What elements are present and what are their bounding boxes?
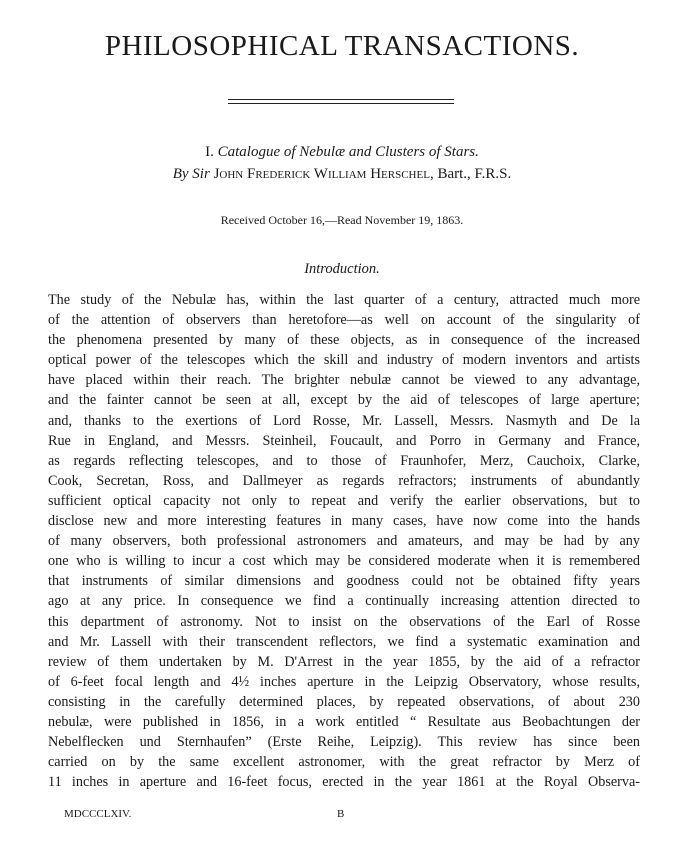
body-line: one who is willing to incur a cost which may be considered moderate when it is remembered xyxy=(48,553,640,570)
body-line: optical power of the telescopes which the skill and industry of modern inventors and artists xyxy=(48,352,640,369)
title-rule-upper xyxy=(228,99,454,100)
body-line: The study of the Nebulæ has, within the last quarter of a century, attracted much more xyxy=(48,292,640,308)
body-line: of 6-feet focal length and 4½ inches aperture in the Leipzig Observatory, whose results, xyxy=(48,673,640,690)
body-line: the phenomena presented by many of these objects, as in consequence of the increased xyxy=(48,332,640,349)
body-line: that instruments of similar dimensions and goodness could not be obtained fifty years xyxy=(48,573,640,590)
journal-title: PHILOSOPHICAL TRANSACTIONS. xyxy=(104,30,580,62)
body-line: nebulæ, were published in 1856, in a work entitled “ Resultate aus Beobachtungen der xyxy=(48,713,640,730)
body-line: carried on by the same excellent astronomer, with the great refractor by Merz of xyxy=(48,754,640,771)
body-line: consisting in the carefully determined places, by repeated observations, of about 230 xyxy=(48,693,640,710)
received-date: Received October 16,—Read November 19, 1863. xyxy=(220,213,464,227)
article-title-line xyxy=(0,144,684,161)
body-line: ago at any price. In consequence we find a continually increasing attention directed to xyxy=(48,593,640,610)
article-title: Catalogue of Nebulæ and Clusters of Stars. xyxy=(217,144,479,160)
body-line: 11 inches in aperture and 16-feet focus, erected in the year 1861 at the Royal Observa- xyxy=(48,774,640,791)
footer-signature: B xyxy=(337,808,345,820)
author-prefix: By Sir xyxy=(172,166,210,182)
body-line: Nebelflecken und Sternhaufen” (Erste Reihe, Leipzig). This review has since been xyxy=(48,734,640,751)
body-paragraph xyxy=(48,290,640,792)
section-heading: Introduction. xyxy=(304,261,380,277)
body-line: review of them undertaken by M. D'Arrest in the year 1855, by the aid of a refractor xyxy=(48,653,640,670)
body-line: and Mr. Lassell with their transcendent reflectors, we find a systematic examination and xyxy=(48,633,640,650)
body-line: of many observers, both professional astronomers and amateurs, and may be had by any xyxy=(48,533,640,550)
title-rule-lower xyxy=(228,103,454,104)
article-author-line xyxy=(0,166,684,183)
body-line: have placed within their reach. The brighter nebulæ cannot be viewed to any advantage, xyxy=(48,372,640,389)
body-line: Cook, Secretan, Ross, and Dallmeyer as regards refractors; instruments of abundantly xyxy=(48,472,640,489)
body-line: this department of astronomy. Not to insist on the observations of the Earl of Rosse xyxy=(48,613,640,630)
body-line: disclose new and more interesting features in many cases, have now come into the hands xyxy=(48,513,640,530)
footer-year: MDCCCLXIV. xyxy=(64,808,132,820)
body-line: as regards reflecting telescopes, and to those of Fraunhofer, Merz, Cauchoix, Clarke, xyxy=(48,452,640,469)
body-line: and, thanks to the exertions of Lord Rosse, Mr. Lassell, Messrs. Nasmyth and De la xyxy=(48,412,640,429)
body-line: Rue in England, and Messrs. Steinheil, Foucault, and Porro in Germany and France, xyxy=(48,432,640,449)
body-line: and the fainter cannot be seen at all, except by the aid of telescopes of large aperture; xyxy=(48,392,640,409)
author-suffix: , Bart., F.R.S. xyxy=(429,166,512,182)
body-line: of the attention of observers than heretofore—as well on account of the singularity of xyxy=(48,312,640,329)
body-line: sufficient optical capacity not only to repeat and verify the earlier observations, but to xyxy=(48,492,640,509)
article-number: I. xyxy=(205,144,214,160)
author-name: John Frederick William Herschel xyxy=(213,166,430,182)
